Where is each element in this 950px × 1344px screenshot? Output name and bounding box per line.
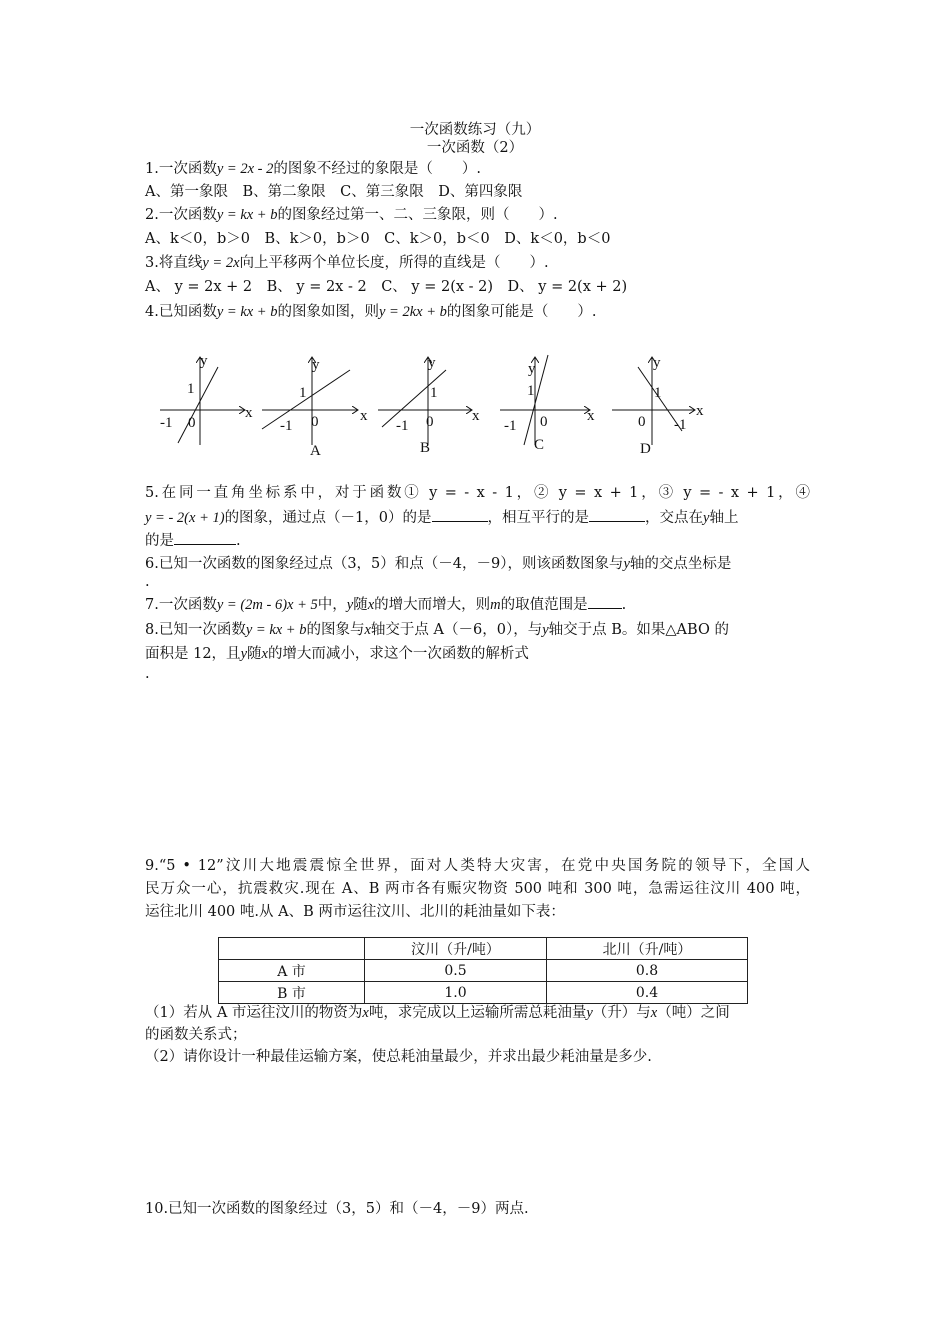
- graph-d-caption: D: [640, 441, 651, 457]
- table-header-cell: 汶川（升/吨）: [365, 938, 547, 960]
- table-header-row: [219, 938, 748, 960]
- answer-blank[interactable]: [432, 521, 488, 522]
- graph-a-neg1-label: -1: [280, 418, 293, 434]
- page-subtitle: 一次函数（2）: [426, 140, 524, 156]
- table-cell: 1.0: [365, 982, 547, 1004]
- graph-original-zero-label: 0: [188, 415, 196, 431]
- question-5-line-2: y = - 2(x + 1)的图象，通过点（－1，0）的是 ，相互平行的是 ，交点在y轴上: [145, 510, 739, 526]
- graph-d-zero-label: 0: [638, 414, 646, 430]
- graph-c-neg1-label: -1: [504, 418, 517, 434]
- graph-d-one-label: 1: [654, 385, 662, 401]
- question-9-part-1: （1）若从 A 市运往汶川的物资为x吨，求完成以上运输所需总耗油量y（升）与x（吨）之间: [145, 1005, 730, 1021]
- question-8-line-1: 8.已知一次函数y = kx + b的图象与x轴交于点 A（－6，0），与y轴交于点 B。如果△ABO 的: [145, 622, 729, 638]
- table-row: [219, 960, 748, 982]
- question-7: 7.一次函数y = (2m - 6)x + 5中，y随x的增大而增大，则m的取值范围是 .: [145, 597, 627, 613]
- question-5-line-1: 5.在同一直角坐标系中，对于函数① y = - x - 1，② y = x + 1，③ y = - x + 1，④: [145, 485, 810, 501]
- graph-original-x-label: x: [245, 405, 253, 421]
- table-cell: B 市: [219, 982, 365, 1004]
- graph-original-y-label: y: [200, 353, 208, 369]
- graph-c-zero-label: 0: [540, 414, 548, 430]
- question-6: 6.已知一次函数的图象经过点（3，5）和点（－4，－9），则该函数图象与y轴的交点坐标是: [145, 556, 732, 572]
- answer-blank[interactable]: [174, 544, 236, 545]
- table-header-cell: [219, 938, 365, 960]
- graph-b-zero-label: 0: [426, 414, 434, 430]
- graph-d: [612, 355, 704, 457]
- question-2: 2.一次函数y = kx + b的图象经过第一、二、三象限，则（ ）.: [145, 207, 558, 223]
- question-9-part-2: （2）请你设计一种最佳运输方案，使总耗油量最少，并求出最少耗油量是多少.: [145, 1049, 652, 1065]
- graph-c-caption: C: [534, 437, 545, 453]
- fuel-table: [218, 937, 748, 1004]
- table-cell: 0.5: [365, 960, 547, 982]
- graph-a-caption: A: [310, 443, 321, 459]
- question-8-dot: .: [145, 666, 150, 682]
- question-3: 3.将直线y = 2x向上平移两个单位长度，所得的直线是（ ）.: [145, 255, 549, 271]
- graph-a: [262, 357, 368, 459]
- graph-b: [378, 355, 480, 456]
- question-9-line-1: 9.“5 • 12”汶川大地震震惊全世界，面对人类特大灾害，在党中央国务院的领导下，全国人: [145, 858, 810, 874]
- question-1-options: A、第一象限 B、第二象限 C、第三象限 D、第四象限: [145, 184, 523, 200]
- question-9-part-1-line-2: 的函数关系式；: [145, 1027, 247, 1043]
- graph-a-zero-label: 0: [311, 414, 319, 430]
- table-cell: 0.4: [547, 982, 748, 1004]
- graph-d-y-label: y: [653, 355, 661, 371]
- table-cell: A 市: [219, 960, 365, 982]
- graph-b-one-label: 1: [430, 385, 438, 401]
- question-5-line-3: 的是 .: [145, 533, 241, 549]
- graph-c-one-label: 1: [527, 383, 535, 399]
- graph-original: [160, 353, 253, 445]
- question-6-dot: .: [145, 574, 150, 590]
- graph-b-x-label: x: [472, 408, 480, 424]
- graph-b-y-label: y: [428, 355, 436, 371]
- graph-b-neg1-label: -1: [396, 418, 409, 434]
- question-10: 10.已知一次函数的图象经过（3，5）和（－4，－9）两点.: [145, 1201, 529, 1217]
- graph-a-y-label: y: [312, 357, 320, 373]
- graph-d-x-label: x: [696, 403, 704, 419]
- question-4: 4.已知函数y = kx + b的图象如图，则y = 2kx + b的图象可能是（ ）.: [145, 304, 597, 320]
- table-header-cell: 北川（升/吨）: [547, 938, 748, 960]
- graph-a-one-label: 1: [299, 385, 307, 401]
- answer-blank[interactable]: [588, 608, 622, 609]
- question-9-line-2: 民万众一心，抗震救灾.现在 A、B 两市各有赈灾物资 500 吨和 300 吨，急需运往汶川 400 吨，: [145, 881, 810, 897]
- graph-original-neg1-label: -1: [160, 415, 173, 431]
- question-9-line-3: 运往北川 400 吨.从 A、B 两市运往汶川、北川的耗油量如下表：: [145, 904, 565, 920]
- question-8-line-2: 面积是 12，且y随x的增大而减小，求这个一次函数的解析式: [145, 646, 529, 662]
- page-title: 一次函数练习（九）: [409, 122, 541, 138]
- graph-c-x-label: x: [587, 408, 595, 424]
- graph-c-y-label: y: [528, 361, 536, 377]
- graph-original-one-label: 1: [187, 381, 195, 397]
- question-1: 1.一次函数y = 2x - 2的图象不经过的象限是（ ）.: [145, 161, 481, 177]
- graph-a-x-label: x: [360, 408, 368, 424]
- question-3-options: A、 y = 2x + 2 B、 y = 2x - 2 C、 y = 2(x - 2) D、 y = 2(x + 2): [145, 279, 628, 295]
- graph-d-neg1-label: -1: [674, 417, 687, 433]
- table-row: [219, 982, 748, 1004]
- question-2-options: A、k＜0，b＞0 B、k＞0，b＞0 C、k＞0，b＜0 D、k＜0，b＜0: [145, 231, 611, 247]
- graph-c: [500, 355, 595, 453]
- graph-b-caption: B: [420, 440, 431, 456]
- answer-blank[interactable]: [589, 521, 645, 522]
- q4-graphs: [150, 345, 730, 465]
- table-cell: 0.8: [547, 960, 748, 982]
